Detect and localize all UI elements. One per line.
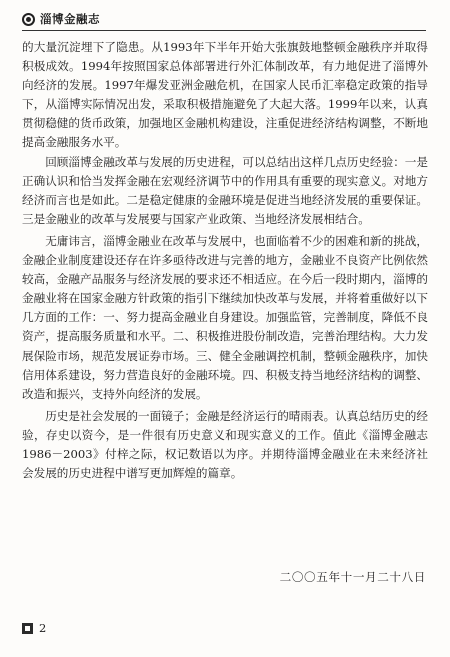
book-logo-icon — [22, 13, 35, 26]
footer-square-icon — [22, 623, 33, 634]
paragraph: 回顾淄博金融改革与发展的历史进程，可以总结出这样几点历史经验：一是正确认识和恰当发挥金融在宏观经济调节中的作用具有重要的现实意义。对地方经济而言也是如此。二是稳定健康的金融环境是促进当地经济发展的重要保证。三是金融业的改革与发展要与国家产业政策、当地经济发展相结合。 — [22, 154, 428, 226]
paragraph: 无庸讳言，淄博金融业在改革与发展中，也面临着不少的困难和新的挑战，金融企业制度建设还存在许多亟待改进与完善的地方，金融业不良资产比例依然较高，金融产品服务与经济发展的要求还不相适应。在今后一段时期内，淄博的金融业将在国家金融方针政策的指引下继续加快改革与发展，并将着重做好以下几方面的工作：一、努力提高金融业自身建设。加强监管，完善制度，降低不良资产，提高服务质量和水平。二、积极推进股份制改造，完善治理结构。大力发展保险市场，规范发展证券市场。三、健全金融调控机制，整顿金融秩序，加快信用体系建设，努力营造良好的金融环境。四、积极支持当地经济结构的调整、改造和振兴，支持外向经济的发展。 — [22, 233, 428, 401]
paragraph: 的大量沉淀埋下了隐患。从1993年下半年开始大张旗鼓地整顿金融秩序并取得积极成效。1994年按照国家总体部署进行外汇体制改革，有力地促进了淄博外向经济的发展。1997年爆发亚洲金融危机，在国家人民币汇率稳定政策的指导下，从淄博实际情况出发，采取积极措施避免了大起大落。1999年以来，认真贯彻稳健的货币政策，加强地区金融机构建设，注重促进经济结构调整，不断地提高金融服务水平。 — [22, 40, 428, 150]
running-title: 淄博金融志 — [40, 12, 100, 26]
paragraph: 历史是社会发展的一面镜子；金融是经济运行的晴雨表。认真总结历史的经验，存史以资今，是一件很有历史意义和现实意义的工作。值此《淄博金融志1986－2003》付梓之际，权记数语以为序。并期待淄博金融业在未来经济社会发展的历史进程中谱写更加辉煌的篇章。 — [22, 408, 428, 481]
signature-date: 二〇〇五年十一月二十八日 — [279, 570, 426, 584]
body-text — [22, 38, 428, 483]
page-header — [22, 8, 426, 31]
page-footer — [22, 620, 46, 636]
page-number: 2 — [39, 621, 47, 635]
